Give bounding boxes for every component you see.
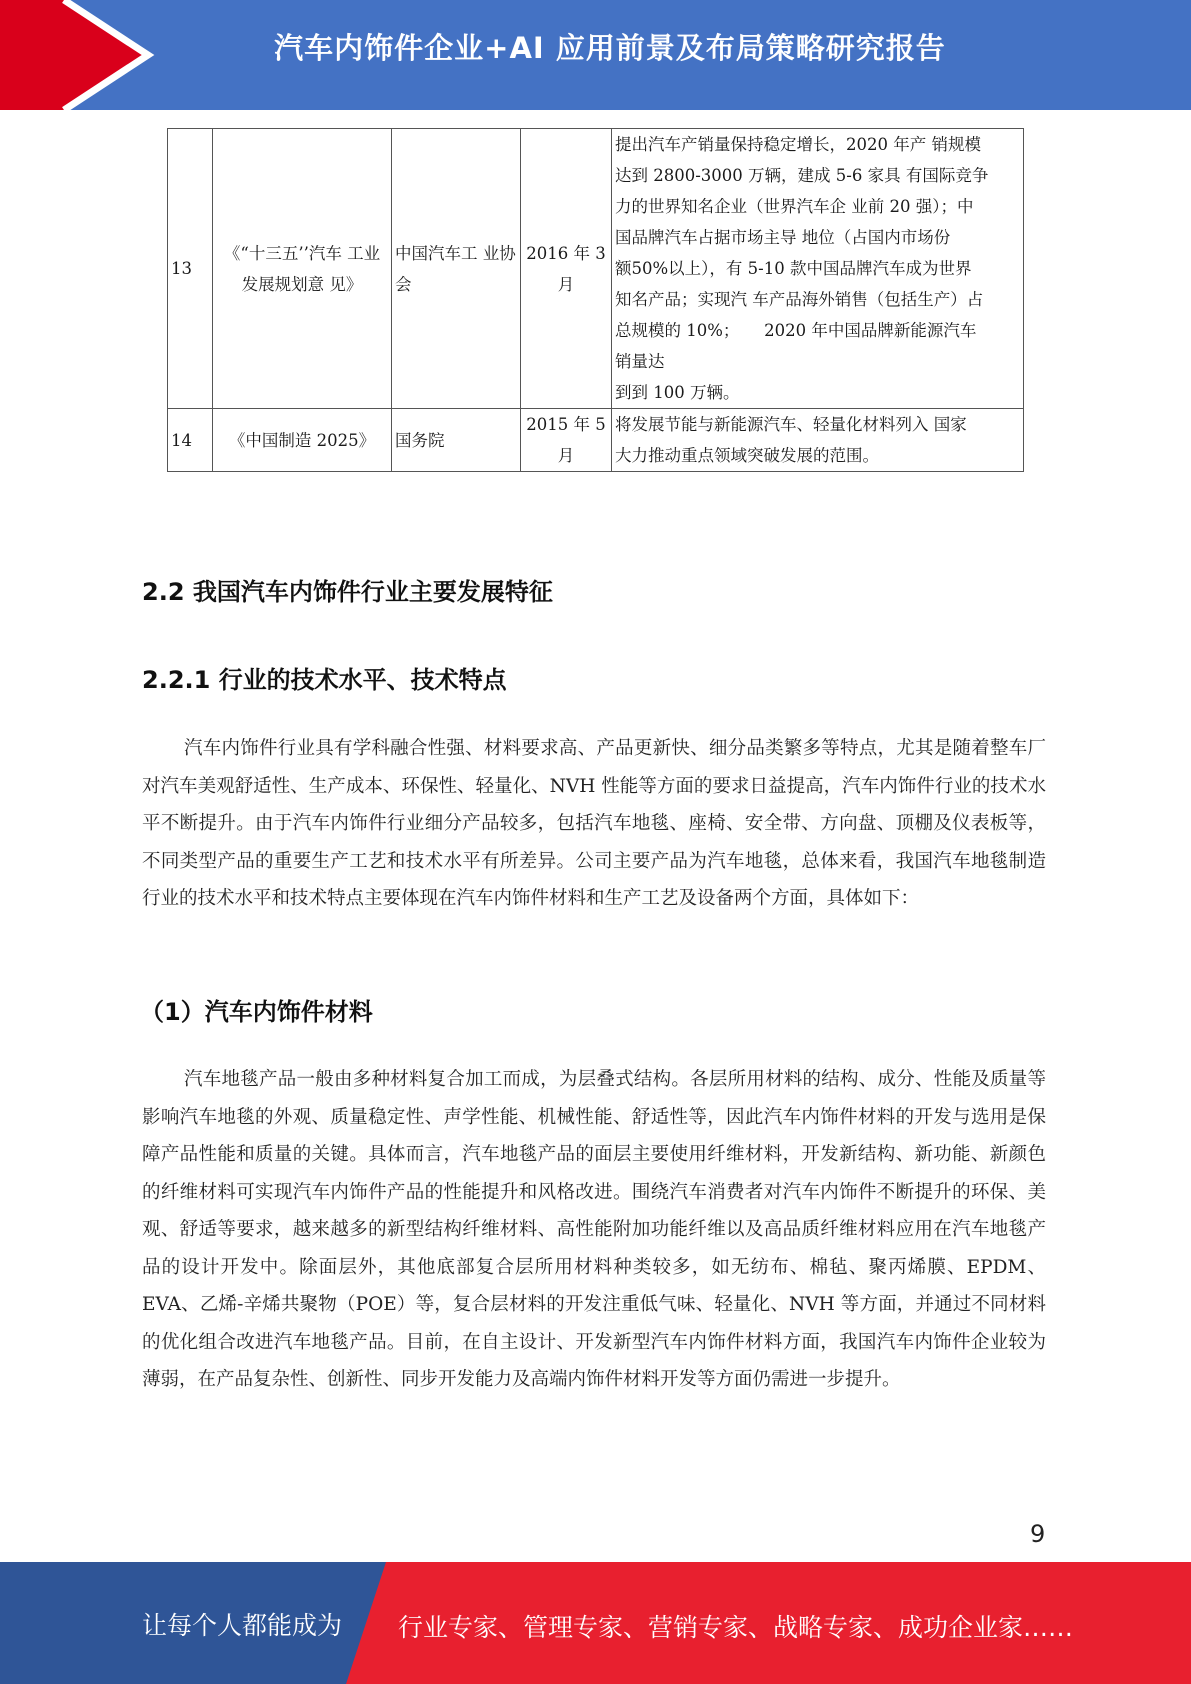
row-number: 13: [168, 129, 213, 409]
content-line: 总规模的 10%； 2020 年中国品牌新能源汽车: [615, 321, 977, 340]
policy-table: [167, 128, 1024, 472]
content-line: 到到 100 万辆。: [615, 383, 740, 402]
content-line: 额50%以上），有 5-10 款中国品牌汽车成为世界: [615, 259, 972, 278]
content-line: 销量达: [615, 352, 665, 371]
content-line: 国品牌汽车占据市场主导 地位（占国内市场份: [615, 228, 951, 247]
body-paragraph-tech: 汽车内饰件行业具有学科融合性强、材料要求高、产品更新快、细分品类繁多等特点，尤其是随着整车厂对汽车美观舒适性、生产成本、环保性、轻量化、NVH 性能等方面的要求日益提高，汽车内饰件行业的技术水平不断提升。由于汽车内饰件行业细分产品较多，包括汽车地毯、座椅、安全带、方向盘、顶棚及仪表板等，不同类型产品的重要生产工艺和技术水平有所差异。公司主要产品为汽车地毯，总体来看，我国汽车地毯制造行业的技术水平和技术特点主要体现在汽车内饰件材料和生产工艺及设备两个方面，具体如下：: [142, 738, 1046, 909]
row-number: 14: [168, 409, 213, 472]
table-row: [168, 409, 1024, 472]
content-line: 提出汽车产销量保持稳定增长，2020 年产 销规模: [615, 135, 981, 154]
issue-date: 2015 年 5 月: [521, 409, 612, 472]
section-heading-2-2-1: 2.2.1 行业的技术水平、技术特点: [142, 666, 507, 694]
policy-name: 《中国制造 2025》: [213, 409, 392, 472]
content-line: 力的世界知名企业（世界汽车企 业前 20 强）；中: [615, 197, 974, 216]
footer-slogan-left: 让每个人都能成为: [142, 1611, 343, 1640]
table-row: [168, 129, 1024, 409]
footer-banner: [0, 1562, 1191, 1684]
body-paragraph-materials: 汽车地毯产品一般由多种材料复合加工而成，为层叠式结构。各层所用材料的结构、成分、性能及质量等影响汽车地毯的外观、质量稳定性、声学性能、机械性能、舒适性等，因此汽车内饰件材料的开发与选用是保障产品性能和质量的关键。具体而言，汽车地毯产品的面层主要使用纤维材料，开发新结构、新功能、新颜色的纤维材料可实现汽车内饰件产品的性能提升和风格改进。围绕汽车消费者对汽车内饰件不断提升的环保、美观、舒适等要求，越来越多的新型结构纤维材料、高性能附加功能纤维以及高品质纤维材料应用在汽车地毯产品的设计开发中。除面层外，其他底部复合层所用材料种类较多，如无纺布、棉毡、聚丙烯膜、EPDM、EVA、乙烯-辛烯共聚物（POE）等，复合层材料的开发注重低气味、轻量化、NVH 等方面，并通过不同材料的优化组合改进汽车地毯产品。目前，在自主设计、开发新型汽车内饰件材料方面，我国汽车内饰件企业较为薄弱，在产品复杂性、创新性、同步开发能力及高端内饰件材料开发等方面仍需进一步提升。: [142, 1069, 1046, 1390]
report-title: 汽车内饰件企业+AI 应用前景及布局策略研究报告: [274, 31, 946, 65]
content-line: 将发展节能与新能源汽车、轻量化材料列入 国家: [615, 415, 967, 434]
section-heading-2-2: 2.2 我国汽车内饰件行业主要发展特征: [142, 578, 553, 606]
page-number: 9: [1030, 1520, 1046, 1548]
content-line: 大力推动重点领域突破发展的范围。: [615, 446, 879, 465]
subheading-materials: （1）汽车内饰件材料: [140, 998, 373, 1026]
policy-content: [612, 129, 1024, 409]
content-line: 知名产品；实现汽 车产品海外销售（包括生产）占: [615, 290, 984, 309]
issuing-org: 国务院: [392, 409, 521, 472]
footer-slogan-right: 行业专家、管理专家、营销专家、战略专家、成功企业家……: [398, 1613, 1074, 1642]
policy-content: [612, 409, 1024, 472]
content-line: 达到 2800-3000 万辆，建成 5-6 家具 有国际竞争: [615, 166, 989, 185]
issuing-org: 中国汽车工 业协会: [392, 129, 521, 409]
header-banner: [0, 0, 1191, 110]
policy-name: 《“十三五’’汽车 工业发展规划意 见》: [213, 129, 392, 409]
issue-date: 2016 年 3 月: [521, 129, 612, 409]
